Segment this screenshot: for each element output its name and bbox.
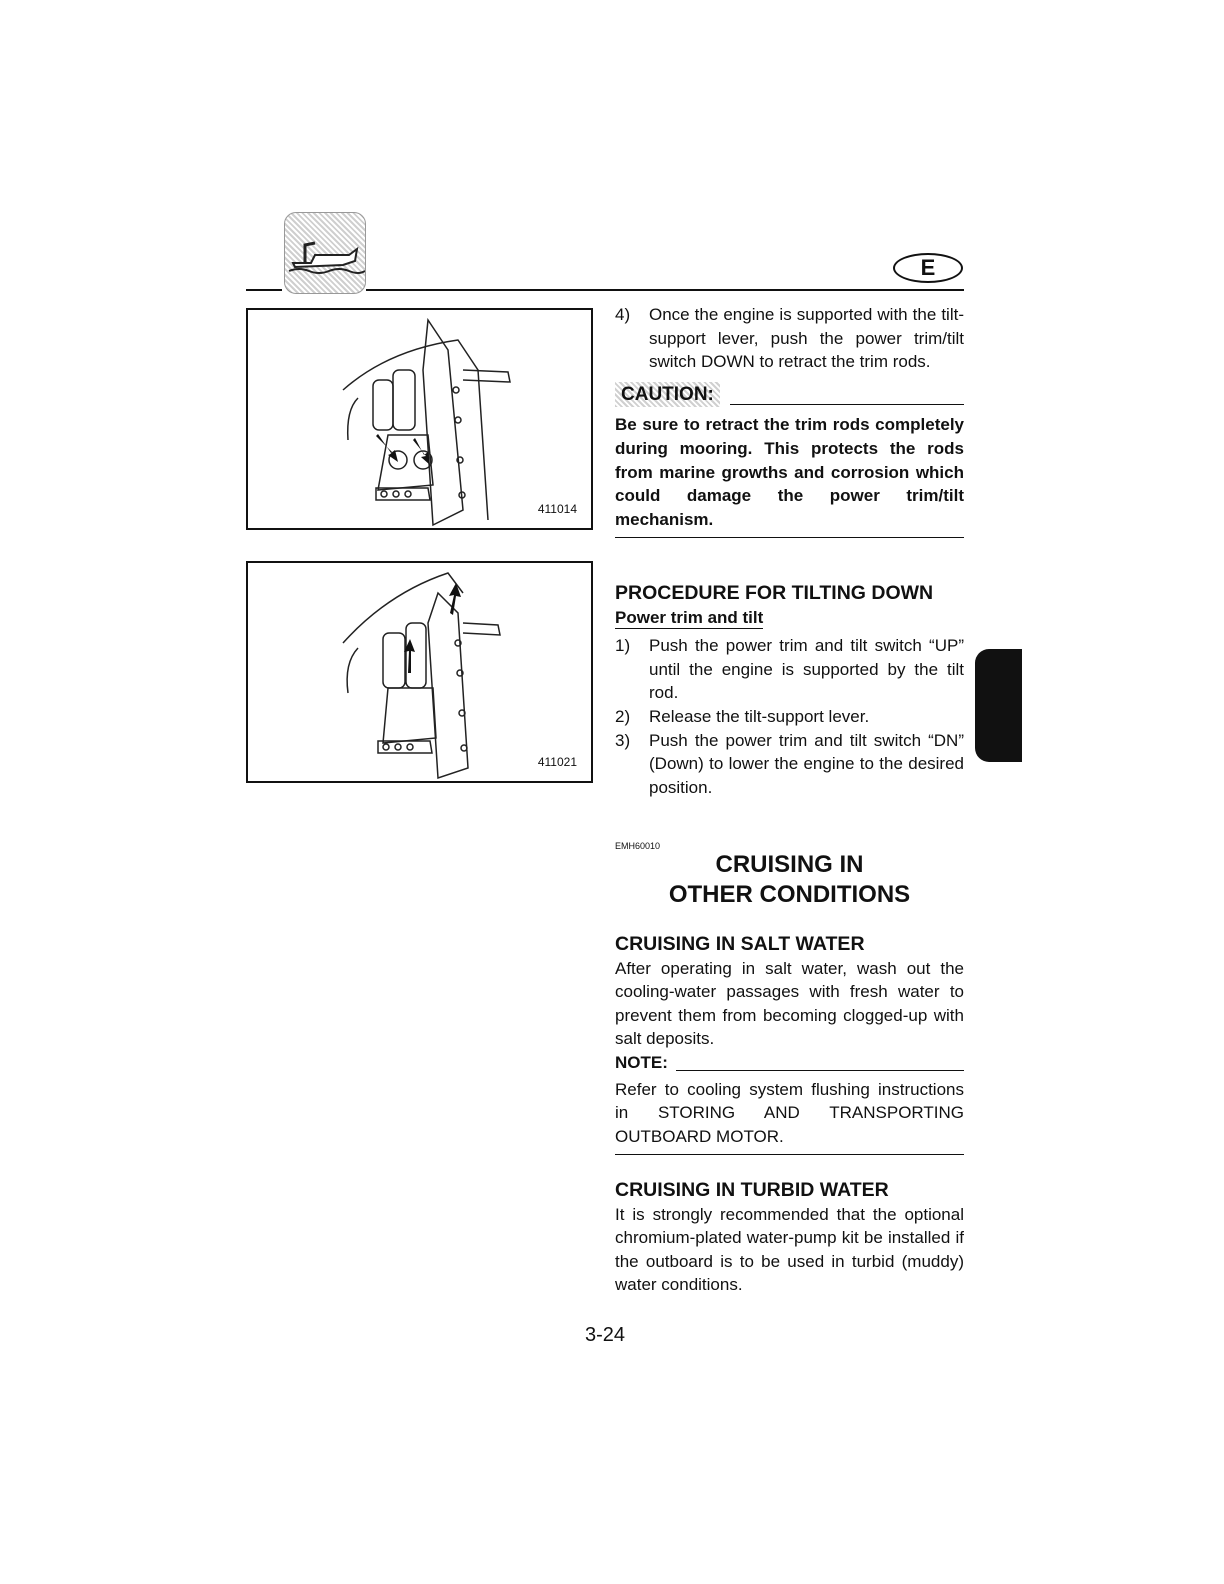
step-text: Push the power trim and tilt switch “DN” (Down) to lower the engine to the desired position.: [649, 730, 964, 797]
step-text: Once the engine is supported with the tilt-support lever, push the power trim/tilt switch DOWN to retract the trim rods.: [649, 305, 964, 372]
figure-tilt-up: [246, 561, 593, 783]
figure-code: 411014: [537, 502, 577, 516]
step-number: 2): [615, 706, 631, 726]
tilting-down-section: [615, 582, 964, 799]
step-4-block: [615, 303, 964, 538]
note-end-rule: [615, 1154, 964, 1155]
subsection-heading: Power trim and tilt: [615, 607, 764, 627]
step-text: Push the power trim and tilt switch “UP” until the engine is supported by the tilt rod.: [649, 636, 964, 703]
page-title-line: OTHER CONDITIONS: [668, 881, 911, 908]
section-heading: CRUISING IN TURBID WATER: [615, 1179, 889, 1201]
page-number: 3-24: [585, 1324, 626, 1346]
chapter-tab: [975, 649, 1022, 762]
step-number: 1): [615, 636, 631, 656]
note-text: Refer to cooling system flushing instructions in STORING AND TRANSPORTING OUTBOARD MOTOR.: [615, 1079, 964, 1146]
figure-code: 411021: [537, 755, 577, 769]
list-item: [615, 303, 964, 374]
list-item: [615, 634, 964, 705]
language-badge: E: [893, 253, 963, 283]
note-rule: [676, 1070, 964, 1071]
note-header: [615, 1051, 964, 1075]
list-item: [615, 729, 964, 800]
caution-label: CAUTION:: [615, 382, 720, 408]
section-heading: CRUISING IN SALT WATER: [615, 933, 865, 955]
paragraph: After operating in salt water, wash out the cooling-water passages with fresh water to prevent them from becoming clogged-up with salt deposits.: [615, 958, 964, 1049]
page-title-line: CRUISING IN: [715, 851, 864, 878]
turbid-water-section: [615, 1179, 964, 1297]
list-item: [615, 705, 964, 729]
header-rule: [366, 289, 964, 291]
step-number: 4): [615, 305, 631, 324]
caution-header: [615, 382, 964, 408]
boat-outboard-icon: [284, 212, 366, 294]
step-number: 3): [615, 730, 631, 750]
outboard-tilt-up-illustration: [248, 563, 591, 781]
salt-water-section: [615, 933, 964, 1155]
header-rule: [246, 289, 282, 291]
paragraph: It is strongly recommended that the optional chromium-plated water-pump kit be installed if the outboard is to be used in turbid (muddy) water conditions.: [615, 1204, 964, 1295]
section-code: EMH60010: [615, 841, 661, 851]
caution-text: Be sure to retract the trim rods completely during mooring. This protects the rods from marine growths and corrosion which could damage the power trim/tilt mechanism.: [615, 415, 964, 529]
caution-rule: [730, 404, 964, 405]
figure-trim-rods: [246, 308, 593, 530]
outboard-trim-rods-retracted-illustration: [248, 310, 591, 528]
note-label: NOTE:: [615, 1052, 668, 1072]
section-heading: PROCEDURE FOR TILTING DOWN: [615, 582, 934, 604]
caution-end-rule: [615, 537, 964, 538]
section-title: [615, 850, 964, 910]
step-text: Release the tilt-support lever.: [649, 706, 870, 726]
